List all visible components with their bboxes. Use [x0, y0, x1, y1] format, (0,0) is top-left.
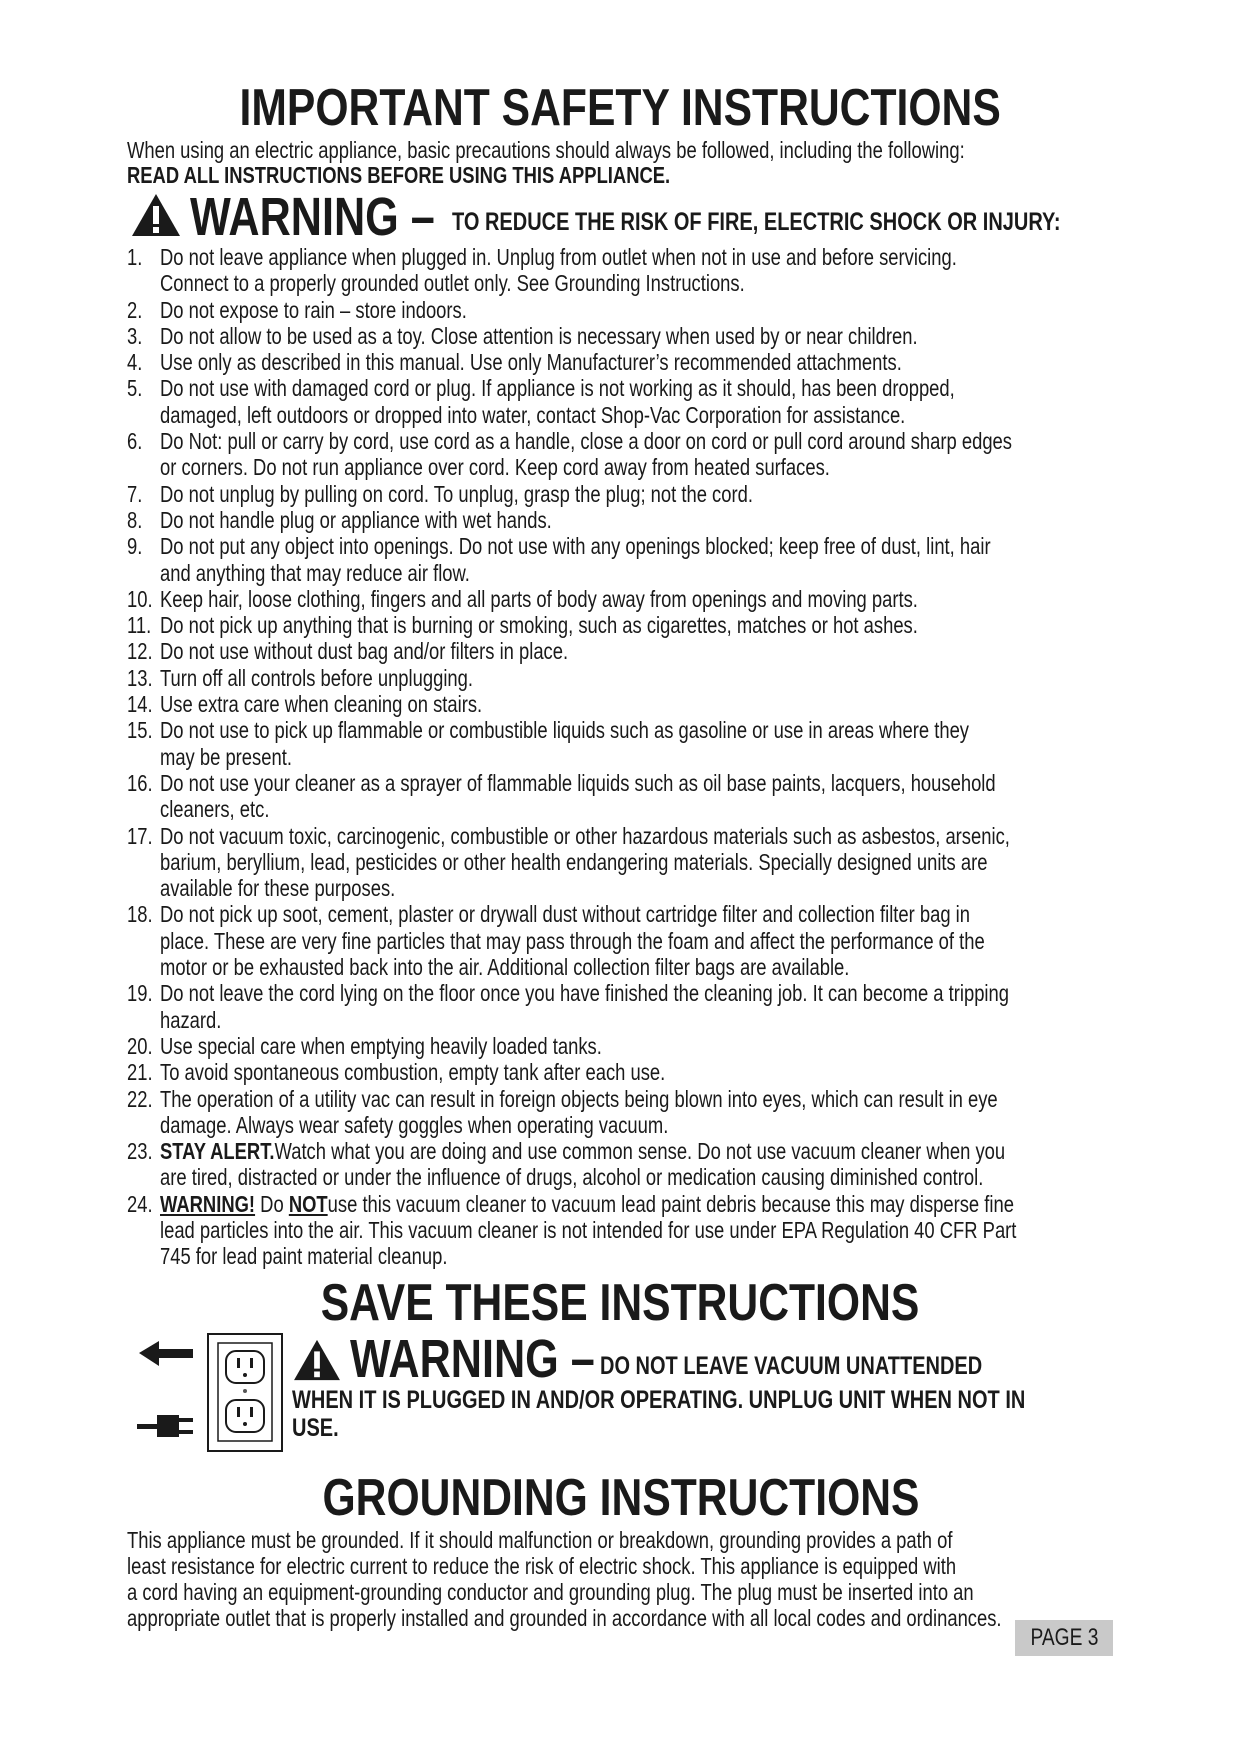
item-number: 22.	[127, 1085, 153, 1112]
list-item	[127, 1086, 1137, 1139]
item-number: 9.	[127, 533, 143, 560]
unattended-warning-text: WHEN IT IS PLUGGED IN AND/OR OPERATING. UNPLUG UNIT WHEN NOT IN USE.	[292, 1386, 1026, 1442]
item-line: Connect to a properly grounded outlet only. See Grounding Instructions.	[160, 270, 745, 297]
item-line: Do not put any object into openings. Do not use with any openings blocked; keep free of dust, lint, hair	[160, 533, 991, 560]
item-number: 18.	[127, 901, 153, 928]
list-item	[127, 428, 1137, 481]
warning-subtext: DO NOT LEAVE VACUUM UNATTENDED	[600, 1352, 983, 1380]
item-number: 7.	[127, 480, 143, 507]
list-item	[127, 481, 1137, 507]
item-line: damaged, left outdoors or dropped into water, contact Shop-Vac Corporation for assistance.	[160, 401, 906, 428]
item-line: Do not vacuum toxic, carcinogenic, combustible or other hazardous materials such as asbestos, arsenic,	[160, 822, 1010, 849]
page-number: PAGE 3	[1015, 1620, 1113, 1656]
item-line: available for these purposes.	[160, 875, 396, 902]
item-line: Do not use to pick up flammable or combustible liquids such as gasoline or use in areas where they	[160, 717, 970, 744]
item-number: 8.	[127, 506, 143, 533]
item-line: Do not expose to rain – store indoors.	[160, 296, 467, 323]
read-all-line: READ ALL INSTRUCTIONS BEFORE USING THIS APPLIANCE.	[127, 162, 671, 188]
item-line: cleaners, etc.	[160, 796, 270, 823]
item-line: may be present.	[160, 743, 292, 770]
item-number: 4.	[127, 349, 143, 376]
item-line: barium, beryllium, lead, pesticides or other health endangering materials. Specially designed units are	[160, 848, 988, 875]
grounding-text	[127, 1527, 1220, 1631]
item-number: 14.	[127, 691, 153, 718]
list-item	[127, 1138, 1137, 1191]
intro-line: When using an electric appliance, basic precautions should always be followed, including the following:	[127, 137, 965, 163]
item-line: Keep hair, loose clothing, fingers and all parts of body away from openings and moving parts.	[160, 585, 918, 612]
item-line: Turn off all controls before unplugging.	[160, 664, 473, 691]
list-item	[127, 665, 1137, 691]
warning-label: WARNING!	[160, 1190, 256, 1217]
list-item	[127, 297, 1137, 323]
list-item	[127, 823, 1137, 902]
list-item	[127, 586, 1137, 612]
item-line: Do not use your cleaner as a sprayer of flammable liquids such as oil base paints, lacquers, household	[160, 769, 996, 796]
item-number: 1.	[127, 244, 143, 270]
arrow-left-icon	[139, 1341, 193, 1366]
item-line: Do not pick up anything that is burning or smoking, such as cigarettes, matches or hot ashes.	[160, 612, 918, 639]
list-item	[127, 1059, 1137, 1085]
stay-alert-label: STAY ALERT.	[160, 1138, 275, 1165]
item-number: 16.	[127, 769, 153, 796]
list-item	[127, 323, 1137, 349]
item-line: or corners. Do not run appliance over cord. Keep cord away from heated surfaces.	[160, 454, 830, 481]
page-title: IMPORTANT SAFETY INSTRUCTIONS	[239, 79, 1002, 137]
item-line: The operation of a utility vac can result in foreign objects being blown into eyes, which can result in eye	[160, 1085, 998, 1112]
grounding-line: least resistance for electric current to reduce the risk of electric shock. This appliance is equipped with	[127, 1553, 957, 1579]
item-line: STAY ALERT.Watch what you are doing and use common sense. Do not use vacuum cleaner when you	[160, 1138, 1006, 1165]
warning-word: WARNING –	[190, 187, 435, 247]
item-line: Do not use with damaged cord or plug. If appliance is not working as it should, has been dropped,	[160, 375, 955, 402]
list-item	[127, 901, 1137, 980]
item-line: damage. Always wear safety goggles when operating vacuum.	[160, 1111, 669, 1138]
grounding-line: This appliance must be grounded. If it should malfunction or breakdown, grounding provides a path of	[127, 1527, 953, 1553]
save-instructions-title: SAVE THESE INSTRUCTIONS	[321, 1274, 920, 1332]
list-item	[127, 375, 1137, 428]
warning-subtext: TO REDUCE THE RISK OF FIRE, ELECTRIC SHOCK OR INJURY:	[452, 208, 1061, 236]
instruction-list	[127, 244, 1137, 1270]
list-item	[127, 244, 1137, 297]
item-number: 15.	[127, 717, 153, 744]
warning-triangle-icon	[292, 1338, 342, 1382]
item-number: 10.	[127, 585, 153, 612]
item-number: 3.	[127, 322, 143, 349]
item-number: 19.	[127, 980, 153, 1007]
item-number: 2.	[127, 296, 143, 323]
item-line: and anything that may reduce air flow.	[160, 559, 470, 586]
list-item	[127, 507, 1137, 533]
item-line: Do not leave the cord lying on the floor once you have finished the cleaning job. It can become a tripping	[160, 980, 1009, 1007]
list-item	[127, 717, 1137, 770]
item-number: 23.	[127, 1138, 153, 1165]
grounding-line: a cord having an equipment-grounding conductor and grounding plug. The plug must be inserted into an	[127, 1579, 974, 1605]
list-item	[127, 533, 1137, 586]
list-item	[127, 1191, 1137, 1270]
item-line: Do not use without dust bag and/or filters in place.	[160, 638, 569, 665]
item-line: WARNING! Do NOTuse this vacuum cleaner to vacuum lead paint debris because this may disperse fine	[160, 1190, 1014, 1217]
item-line: Use extra care when cleaning on stairs.	[160, 691, 483, 718]
item-line: Do not leave appliance when plugged in. Unplug from outlet when not in use and before servicing.	[160, 244, 957, 270]
grounding-title: GROUNDING INSTRUCTIONS	[322, 1469, 919, 1527]
list-item	[127, 770, 1137, 823]
list-item	[127, 691, 1137, 717]
grounding-line: appropriate outlet that is properly installed and grounded in accordance with all local codes and ordinances.	[127, 1605, 1002, 1631]
item-line: motor or be exhausted back into the air. Additional collection filter bags are available.	[160, 954, 850, 981]
item-number: 17.	[127, 822, 153, 849]
item-line: Do Not: pull or carry by cord, use cord as a handle, close a door on cord or pull cord around sharp edges	[160, 428, 1012, 455]
item-number: 11.	[127, 612, 152, 639]
item-line: Use only as described in this manual. Use only Manufacturer’s recommended attachments.	[160, 349, 902, 376]
item-number: 13.	[127, 664, 153, 691]
item-line: hazard.	[160, 1006, 222, 1033]
not-label: NOT	[288, 1190, 328, 1217]
list-item	[127, 349, 1137, 375]
item-line: To avoid spontaneous combustion, empty tank after each use.	[160, 1059, 666, 1086]
item-line: lead particles into the air. This vacuum cleaner is not intended for use under EPA Regulation 40 CFR Part	[160, 1216, 1017, 1243]
outlet-icon	[135, 1333, 285, 1453]
item-line: are tired, distracted or under the influence of drugs, alcohol or medication causing diminished control.	[160, 1164, 984, 1191]
list-item	[127, 1033, 1137, 1059]
item-line: Do not pick up soot, cement, plaster or drywall dust without cartridge filter and collection filter bag in	[160, 901, 970, 928]
item-line: Use special care when emptying heavily loaded tanks.	[160, 1032, 602, 1059]
item-line: Do not handle plug or appliance with wet hands.	[160, 506, 552, 533]
plug-icon	[137, 1415, 193, 1437]
item-line: Do not unplug by pulling on cord. To unplug, grasp the plug; not the cord.	[160, 480, 753, 507]
item-number: 6.	[127, 428, 143, 455]
item-line: Do not allow to be used as a toy. Close attention is necessary when used by or near children.	[160, 322, 918, 349]
item-number: 5.	[127, 375, 143, 402]
intro-text	[127, 138, 1174, 188]
list-item	[127, 980, 1137, 1033]
item-line: place. These are very fine particles that may pass through the foam and affect the performance of the	[160, 927, 985, 954]
list-item	[127, 638, 1137, 664]
item-number: 12.	[127, 638, 153, 665]
item-number: 20.	[127, 1032, 153, 1059]
warning-triangle-icon	[130, 192, 182, 238]
list-item	[127, 612, 1137, 638]
item-number: 21.	[127, 1059, 153, 1086]
warning-word: WARNING –	[350, 1329, 595, 1389]
item-number: 24.	[127, 1190, 153, 1217]
item-line: 745 for lead paint material cleanup.	[160, 1243, 448, 1270]
